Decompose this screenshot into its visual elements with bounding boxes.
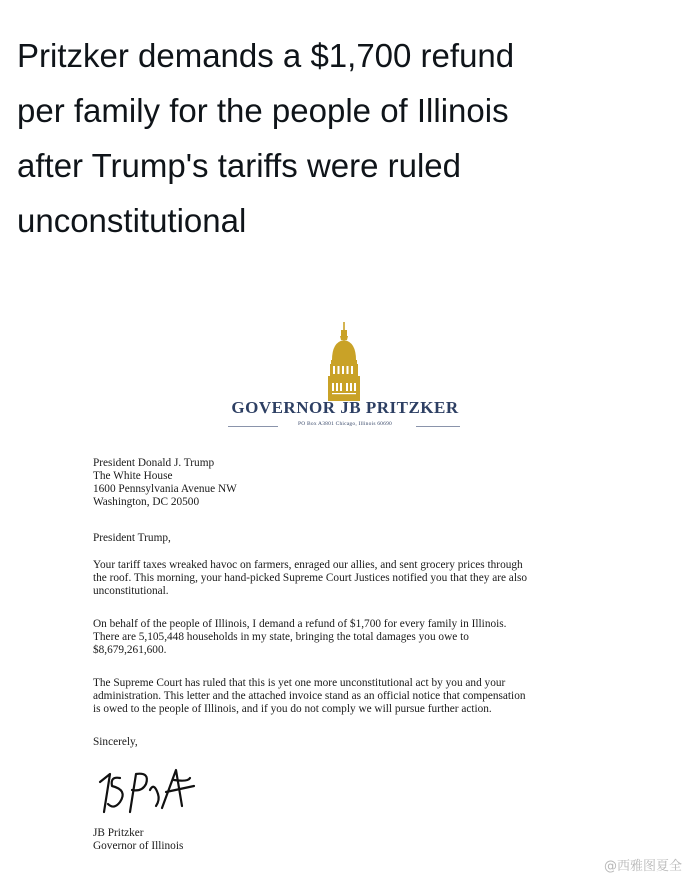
recipient-name: President Donald J. Trump xyxy=(93,457,215,469)
handwritten-signature xyxy=(90,760,205,820)
recipient-address-line: The White House xyxy=(93,470,173,482)
headline-line: Pritzker demands a $1,700 refund xyxy=(17,37,515,74)
letter-paragraph xyxy=(93,559,613,598)
paragraph-line: $8,679,261,600. xyxy=(93,644,167,656)
letterhead-title: GOVERNOR JB PRITZKER xyxy=(231,398,459,417)
headline-line: unconstitutional xyxy=(17,202,247,239)
paragraph-line: The Supreme Court has ruled that this is yet one more unconstitutional act by you and your xyxy=(93,677,506,689)
paragraph-line: On behalf of the people of Illinois, I demand a refund of $1,700 for every family in Illinois. xyxy=(93,618,507,630)
recipient-address-line: Washington, DC 20500 xyxy=(93,496,200,508)
letter-image xyxy=(0,310,690,880)
paragraph-line: Your tariff taxes wreaked havoc on farmers, enraged our allies, and sent grocery prices through xyxy=(93,559,523,571)
recipient-block xyxy=(93,457,237,509)
closing: Sincerely, xyxy=(93,736,138,748)
paragraph-line: is owed to the people of Illinois, and if you do not comply we will pursue further action. xyxy=(93,703,492,715)
headline-line: after Trump's tariffs were ruled xyxy=(17,147,462,184)
headline xyxy=(17,28,667,248)
capitol-dome-icon xyxy=(323,322,365,402)
letter-paragraph xyxy=(93,677,613,716)
letterhead-address: PO Box A3801 Chicago, Illinois 60690 xyxy=(298,421,392,427)
paragraph-line: administration. This letter and the attached invoice stand as an official notice that compensation xyxy=(93,690,526,702)
signer-title: Governor of Illinois xyxy=(93,840,184,852)
letterhead-rule-right xyxy=(416,426,460,427)
letter-paragraph xyxy=(93,618,613,657)
signer-name: JB Pritzker xyxy=(93,827,144,839)
salutation: President Trump, xyxy=(93,532,171,544)
watermark: @西雅图夏全 xyxy=(603,859,682,874)
recipient-address-line: 1600 Pennsylvania Avenue NW xyxy=(93,483,237,495)
signer-block xyxy=(93,827,183,853)
paragraph-line: unconstitutional. xyxy=(93,585,169,597)
paragraph-line: There are 5,105,448 households in my state, bringing the total damages you owe to xyxy=(93,631,469,643)
headline-line: per family for the people of Illinois xyxy=(17,92,509,129)
paragraph-line: the roof. This morning, your hand-picked Supreme Court Justices notified you that they are also xyxy=(93,572,528,584)
